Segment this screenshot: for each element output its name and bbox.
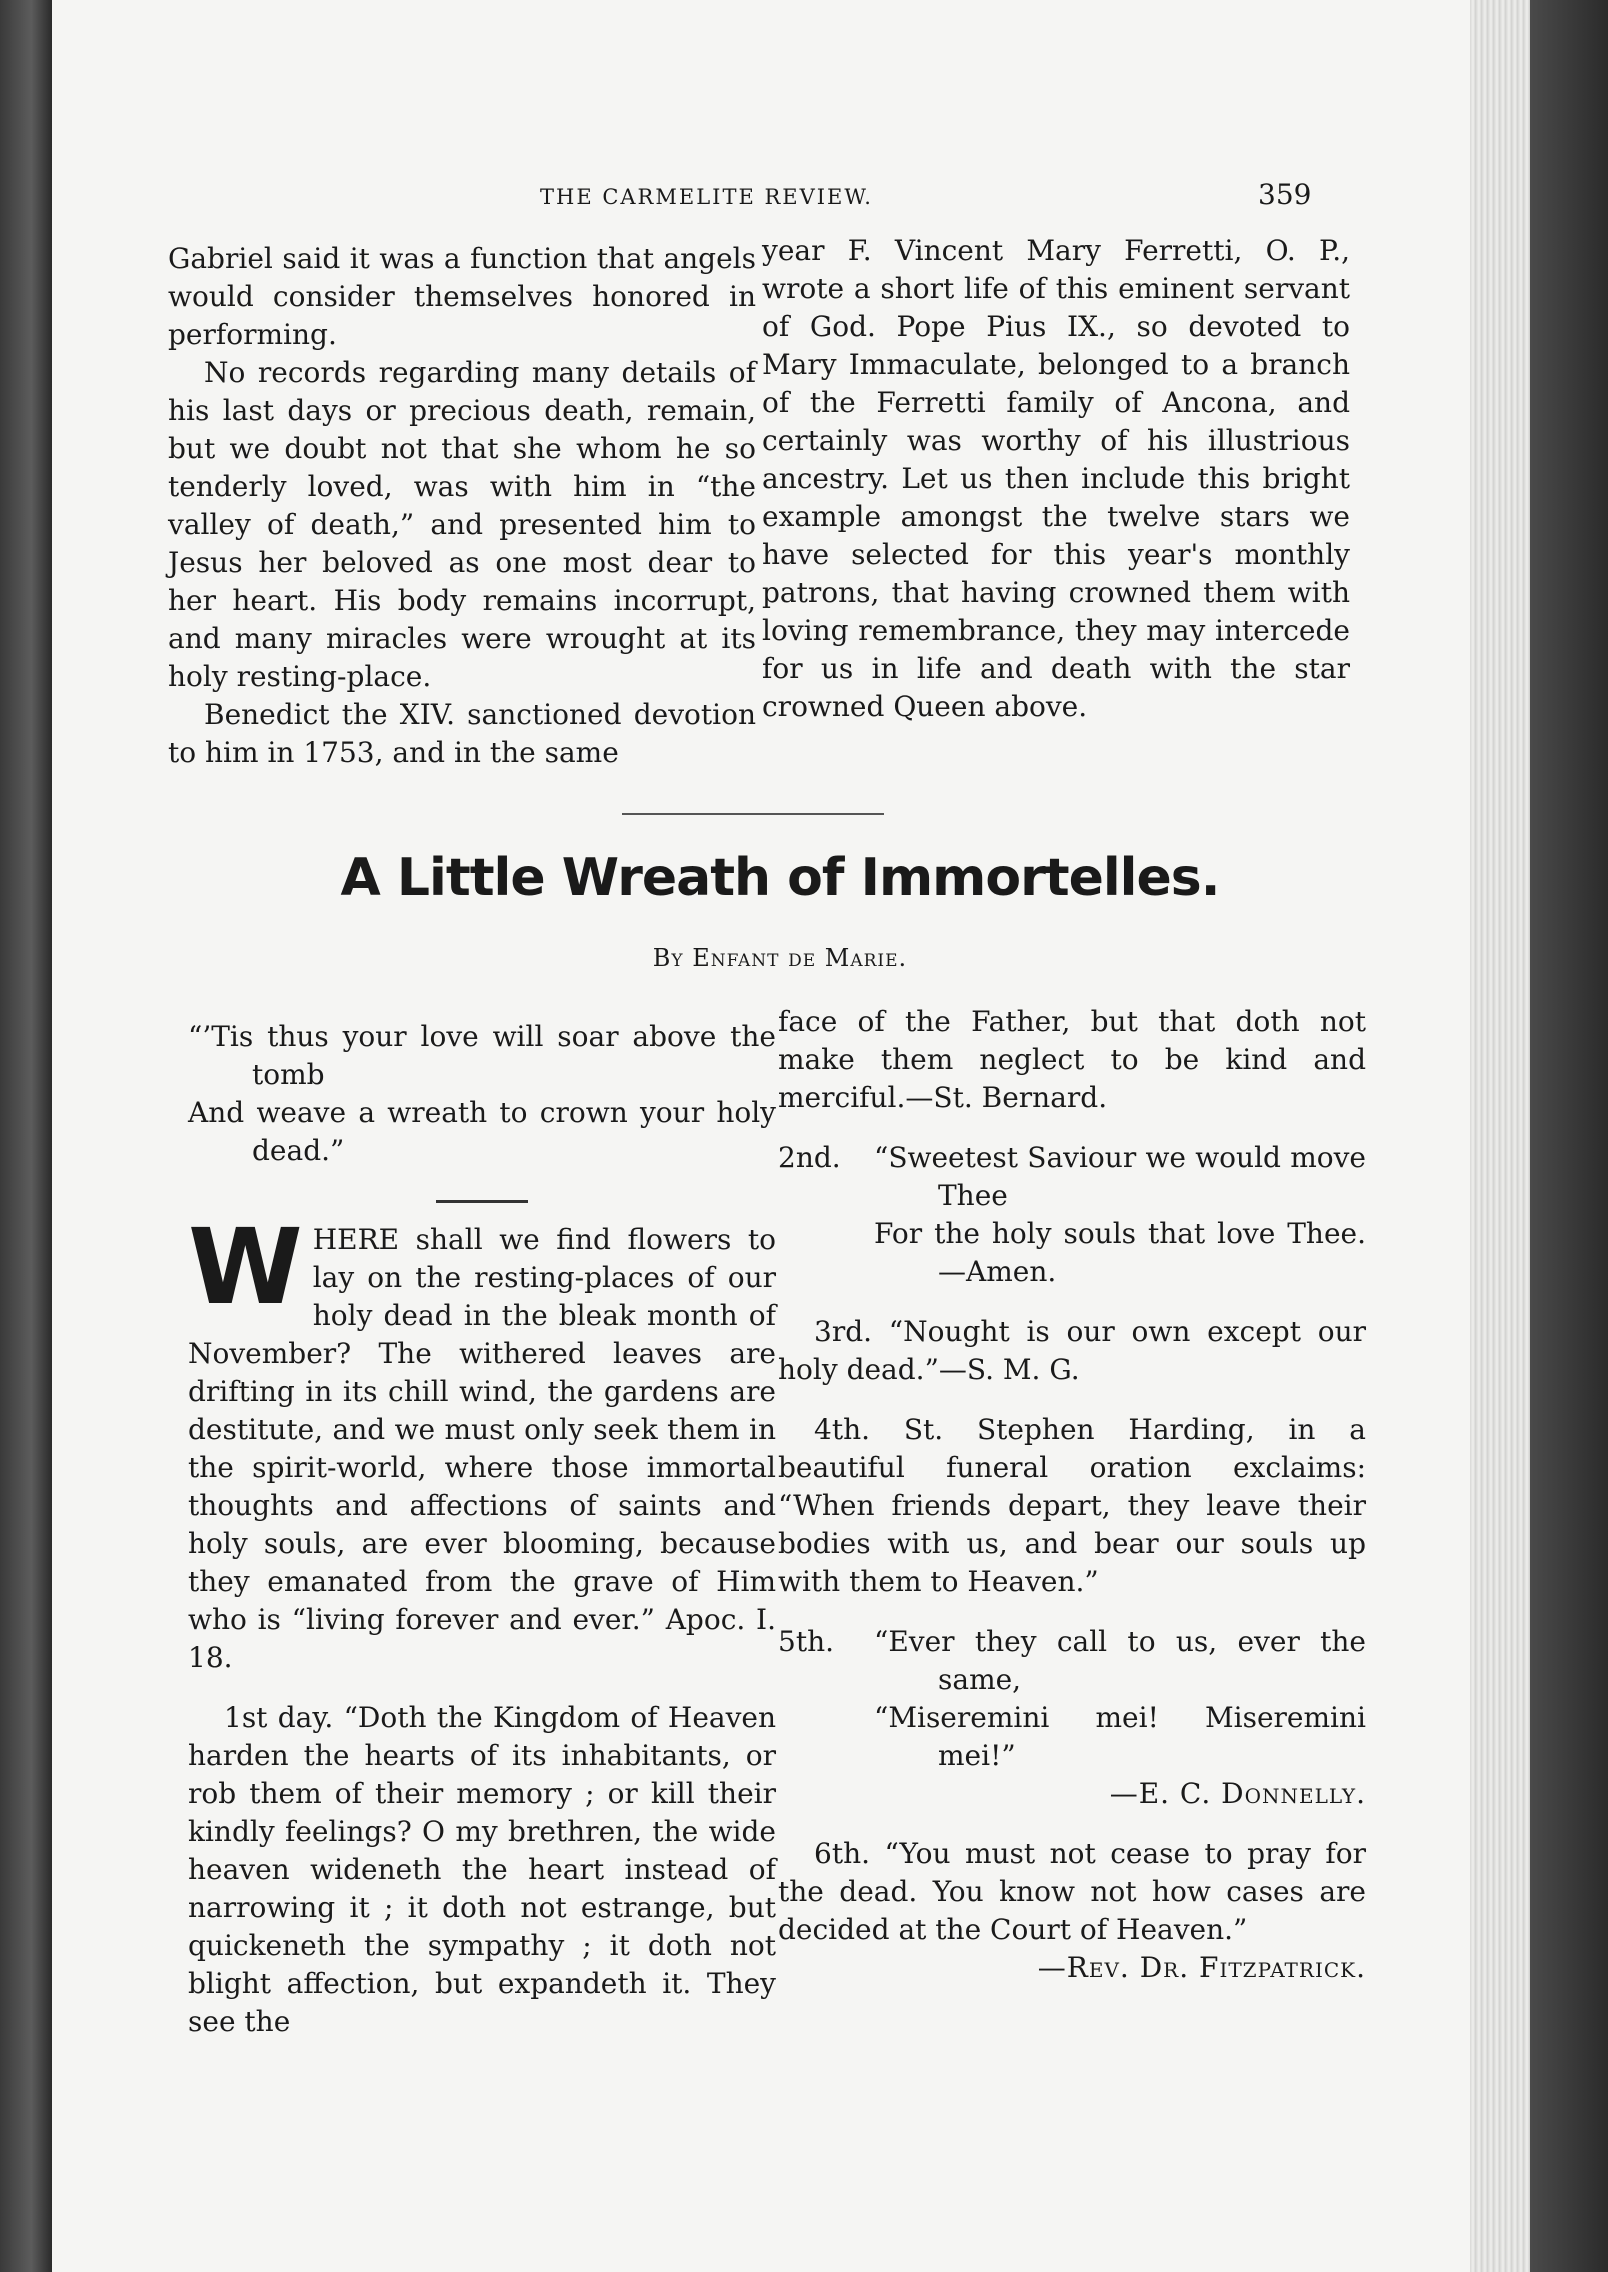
article-left-column: [188, 1018, 776, 2041]
spacer: [778, 1389, 1366, 1411]
scanner-border: [1530, 0, 1608, 2272]
spacer: [778, 1291, 1366, 1313]
day-2-entry: [778, 1139, 1366, 1291]
article-byline: By Enfant de Marie.: [652, 944, 908, 972]
day-5-attribution: —E. C. Donnelly.: [1109, 1777, 1366, 1810]
article-title: A Little Wreath of Immortelles.: [340, 848, 1220, 908]
day-1-paragraph: 1st day. “Doth the Kingdom of Heaven harden the hearts of its inhabitants, or rob them of their memory ; or kill their kindly feelings? O my brethren, the wide heaven wideneth the heart instead of narrowing it ; it doth not estrange, but quickeneth the sympathy ; it doth not blight affection, but expandeth it. They see the: [188, 1701, 776, 2038]
prev-article-right-column: [762, 232, 1350, 726]
spacer: [778, 1813, 1366, 1835]
epigraph-line: “’Tis thus your love will soar above the tomb: [188, 1020, 776, 1091]
running-title: THE CARMELITE REVIEW.: [540, 185, 873, 209]
spacer: [778, 1117, 1366, 1139]
verse-line: For the holy souls that love Thee.—Amen.: [874, 1217, 1366, 1288]
day-6-paragraph: 6th. “You must not cease to pray for the dead. You know not how cases are decided at the Court of Heaven.”: [778, 1837, 1366, 1946]
page-edges: [1470, 0, 1530, 2272]
verse-line: “Ever they call to us, ever the same,: [874, 1625, 1366, 1696]
paragraph: year F. Vincent Mary Ferretti, O. P., wrote a short life of this eminent servant of God. Pope Pius IX., so devoted to Mary Immaculate, belonged to a branch of the Ferretti family of Ancona, and certainly was worthy of his illustrious ancestry. Let us then include this bright example amongst the twelve stars we have selected for this year's monthly patrons, that having crowned them with loving remembrance, they may intercede for us in life and death with the star crowned Queen above.: [762, 234, 1350, 723]
day-2-label: 2nd.: [778, 1141, 841, 1174]
prev-article-left-column: [168, 240, 756, 772]
drop-cap: W: [188, 1206, 303, 1328]
day-1-continuation: face of the Father, but that doth not make them neglect to be kind and merciful.—St. Bernard.: [778, 1005, 1366, 1114]
section-divider: [622, 813, 884, 815]
day-5-label: 5th.: [778, 1625, 834, 1658]
intro-text: HERE shall we find flowers to lay on the resting-places of our holy dead in the bleak month of November? The withered leaves are drifting in its chill wind, the gardens are destitute, and we must only seek them in the spirit-world, where those immortal thoughts and affections of saints and holy souls, are ever blooming, because they emanated from the grave of Him who is “living forever and ever.” Apoc. I. 18.: [188, 1223, 776, 1674]
epigraph-divider: [436, 1200, 528, 1203]
article-right-column: [778, 1003, 1366, 1987]
spacer: [778, 1601, 1366, 1623]
verse-line: “Sweetest Saviour we would move Thee: [874, 1141, 1366, 1212]
spacer: [188, 1677, 776, 1699]
book-binding: [0, 0, 52, 2272]
paragraph: Benedict the XIV. sanctioned devotion to him in 1753, and in the same: [168, 698, 756, 769]
verse-line: “Miseremini mei! Miseremini mei!”: [874, 1701, 1366, 1772]
day-5-entry: [778, 1623, 1366, 1775]
paragraph: Gabriel said it was a function that angels would consider themselves honored in performing.: [168, 242, 756, 351]
paragraph: No records regarding many details of his last days or precious death, remain, but we doubt not that she whom he so tenderly loved, was with him in “the valley of death,” and presented him to Jesus her beloved as one most dear to her heart. His body remains incorrupt, and many miracles were wrought at its holy resting-place.: [168, 356, 756, 693]
day-5-verse: [874, 1623, 1366, 1775]
day-2-verse: [874, 1139, 1366, 1291]
day-6-attribution: —Rev. Dr. Fitzpatrick.: [1037, 1951, 1366, 1984]
intro-paragraph: [188, 1206, 776, 1677]
day-3-paragraph: 3rd. “Nought is our own except our holy dead.”—S. M. G.: [778, 1315, 1366, 1386]
day-4-paragraph: 4th. St. Stephen Harding, in a beautiful funeral oration exclaims: “When friends depart, they leave their bodies with us, and bear our souls up with them to Heaven.”: [778, 1413, 1366, 1598]
page-number: 359: [1258, 178, 1312, 211]
epigraph-line: And weave a wreath to crown your holy dead.”: [188, 1096, 776, 1167]
